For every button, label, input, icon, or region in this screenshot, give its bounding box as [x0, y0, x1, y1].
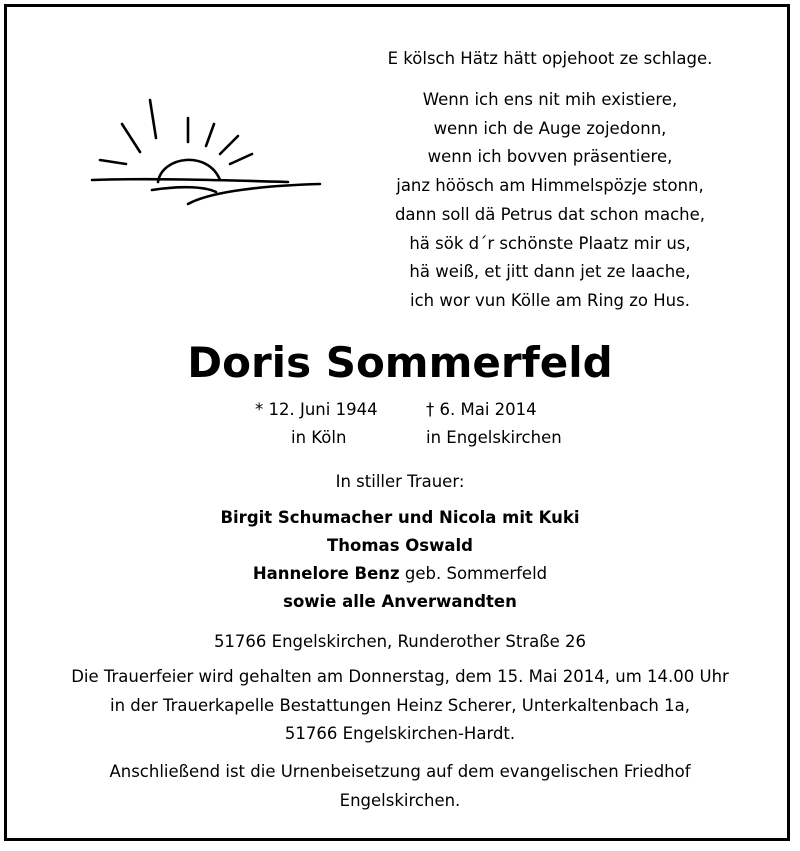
- burial-info: [0, 758, 800, 815]
- poem-line: Wenn ich ens nit mih existiere,: [422, 90, 678, 109]
- deceased-name: Doris Sommerfeld: [187, 338, 613, 387]
- ceremony-line: 51766 Engelskirchen-Hardt.: [284, 724, 516, 743]
- ceremony-info: [0, 663, 800, 749]
- mourner-line: sowie alle Anverwandten: [283, 592, 517, 611]
- burial-line: Engelskirchen.: [339, 790, 461, 810]
- address-text: 51766 Engelskirchen, Runderother Straße 26: [213, 632, 587, 651]
- birth-info: [255, 396, 435, 452]
- poem-body: [300, 86, 800, 316]
- mourner-line: Thomas Oswald: [327, 536, 473, 555]
- ceremony-line: Die Trauerfeier wird gehalten am Donnerstag, dem 15. Mai 2014, um 14.00 Uhr: [71, 667, 729, 686]
- burial-line: Anschließend ist die Urnenbeisetzung auf dem evangelischen Friedhof: [109, 762, 691, 781]
- poem-line: hä sök d´r schönste Plaatz mir us,: [409, 233, 691, 253]
- mourning-label: [0, 468, 800, 496]
- birth-place: in Köln: [291, 428, 347, 447]
- death-place: in Engelskirchen: [426, 428, 562, 447]
- poem-line: janz höösch am Himmelspözje stonn,: [396, 176, 704, 196]
- mourner-name: Hannelore Benz: [252, 564, 400, 583]
- address: [0, 628, 800, 656]
- poem-heading-text: E kölsch Hätz hätt opjehoot ze schlage.: [387, 49, 713, 68]
- mourner-line: [0, 560, 800, 588]
- death-date: † 6. Mai 2014: [426, 400, 537, 419]
- poem-heading: [300, 45, 800, 74]
- mourners-list: [0, 504, 800, 616]
- poem-line: ich wor vun Kölle am Ring zo Hus.: [410, 290, 690, 310]
- mourner-line: Birgit Schumacher und Nicola mit Kuki: [220, 508, 580, 527]
- mourning-label-text: In stiller Trauer:: [335, 472, 465, 491]
- poem-line: hä weiß, et jitt dann jet ze laache,: [409, 262, 691, 282]
- birth-date: * 12. Juni 1944: [255, 400, 378, 419]
- mourner-maiden-name: geb. Sommerfeld: [399, 564, 548, 583]
- poem-line: dann soll dä Petrus dat schon mache,: [394, 204, 706, 224]
- poem-line: wenn ich de Auge zojedonn,: [433, 118, 667, 138]
- death-info: [426, 396, 626, 452]
- poem-line: wenn ich bovven präsentiere,: [427, 147, 673, 167]
- ceremony-line: in der Trauerkapelle Bestattungen Heinz Scherer, Unterkaltenbach 1a,: [110, 695, 690, 715]
